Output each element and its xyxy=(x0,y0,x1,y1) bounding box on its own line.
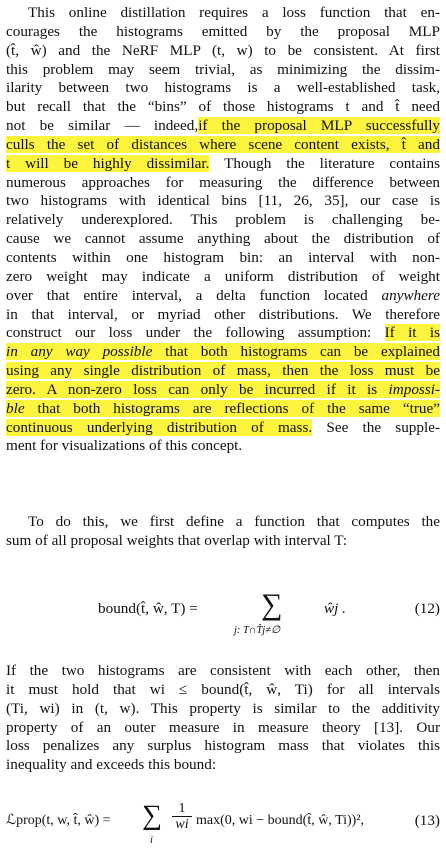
text-line: relatively underexplored. This problem is challenging be- xyxy=(6,211,440,229)
text-line: but recall that the “bins” of those histograms t and t̂ need xyxy=(6,98,440,116)
text-line: To do this, we first define a function that computes the xyxy=(28,513,440,530)
text-line: in that interval, or myriad other distributions. We therefore xyxy=(6,305,440,323)
text-line: If the two histograms are consistent with each other, then xyxy=(6,662,440,679)
sum-symbol: ∑ xyxy=(142,800,162,831)
italic-span: ble xyxy=(6,399,25,417)
text-line: contents within one histogram bin: an interval with non- xyxy=(6,248,440,266)
equation-13 xyxy=(6,800,440,856)
text-span: Though the literature contains xyxy=(224,154,440,172)
text-line: two histograms with identical bins [11, 26, 35], our case is xyxy=(6,192,440,210)
text-line: this problem may seem trivial, as minimizing the dissim- xyxy=(6,60,440,78)
paragraph-consistency xyxy=(6,662,440,775)
highlight: if the proposal MLP successfully xyxy=(198,117,440,135)
text-line: (Ti, wi) in (t, w). This property is similar to the additivity xyxy=(6,699,440,717)
highlight: t will be highly dissimilar. xyxy=(6,154,210,172)
text-line: ment for visualizations of this concept. xyxy=(6,437,243,455)
paragraph-bound-definition xyxy=(6,513,440,551)
text-line: (t̂, ŵ) and the NeRF MLP (t, w) to be consistent. At first xyxy=(6,41,440,59)
text-line xyxy=(6,136,440,155)
fraction-numerator: 1 xyxy=(172,801,192,817)
highlight: using any single distribution of mass, then the loss must be xyxy=(6,362,440,380)
text-span: zero. A non-zero loss can only be incurred if it is xyxy=(6,380,378,398)
equation-12 xyxy=(6,588,440,646)
equation-lhs: bound(t̂, ŵ, T) = xyxy=(98,600,198,617)
highlight: If it is xyxy=(384,324,440,342)
text-line: it must hold that wi ≤ bound(t̂, ŵ, Ti) for all intervals xyxy=(6,680,440,698)
text-span: that both histograms are reflections of the same “true” xyxy=(37,399,440,417)
sum-subscript: i xyxy=(150,835,153,846)
text-line xyxy=(6,400,440,419)
fraction-denominator: wi xyxy=(175,817,189,832)
equation-number: (12) xyxy=(414,600,440,617)
text-line: numerous approaches for measuring the difference between xyxy=(6,173,440,191)
text-line xyxy=(6,381,440,400)
equation-number: (13) xyxy=(414,812,440,829)
text-line: This online distillation requires a loss function that en- xyxy=(28,4,440,21)
highlight: culls the set of distances where scene content exists, t̂ and xyxy=(6,135,440,153)
text-line xyxy=(6,362,440,381)
highlight xyxy=(6,400,440,417)
italic-span: anywhere xyxy=(381,286,440,304)
sum-subscript: j: T∩T̂j≠∅ xyxy=(234,625,281,636)
italic-span: impossi- xyxy=(388,380,440,398)
text-line: property of an outer measure in measure theory [13]. Our xyxy=(6,718,440,736)
text-span: See the supple- xyxy=(326,418,440,436)
text-line xyxy=(6,419,440,438)
text-line: cause we cannot assume anything about the distribution of xyxy=(6,230,440,248)
italic-span: in any way possible xyxy=(6,343,153,361)
text-line xyxy=(6,117,440,136)
equation-rhs: max(0, wi − bound(t̂, ŵ, Ti))², xyxy=(196,813,365,828)
text-line xyxy=(6,155,440,174)
text-line xyxy=(6,324,440,343)
text-line xyxy=(6,287,440,306)
equation-rhs: ŵj . xyxy=(324,600,346,617)
text-line: sum of all proposal weights that overlap with interval T: xyxy=(6,531,348,549)
text-line: courages the histograms emitted by the proposal MLP xyxy=(6,22,440,40)
text-span: construct our loss under the following assumption: xyxy=(6,324,372,342)
text-span: not be similar — indeed, xyxy=(6,117,199,135)
text-line: loss penalizes any surplus histogram mass that violates this xyxy=(6,737,440,755)
text-line: inequality and exceeds this bound: xyxy=(6,756,217,774)
sum-symbol: ∑ xyxy=(261,588,283,621)
paragraph-online-distillation xyxy=(6,4,440,456)
fraction xyxy=(172,801,192,833)
text-line: zero weight may indicate a uniform distribution of weight xyxy=(6,267,440,285)
highlight xyxy=(6,381,440,398)
highlight xyxy=(6,343,440,360)
text-line: ilarity between two histograms is a well-established task, xyxy=(6,79,440,97)
highlight: continuous underlying distribution of mass. xyxy=(6,418,313,436)
text-line xyxy=(6,343,440,362)
text-span: over that entire interval, a delta function located xyxy=(6,286,368,304)
text-span: that both histograms can be explained xyxy=(165,343,440,361)
equation-lhs: ℒprop(t, w, t̂, ŵ) = xyxy=(6,813,111,828)
